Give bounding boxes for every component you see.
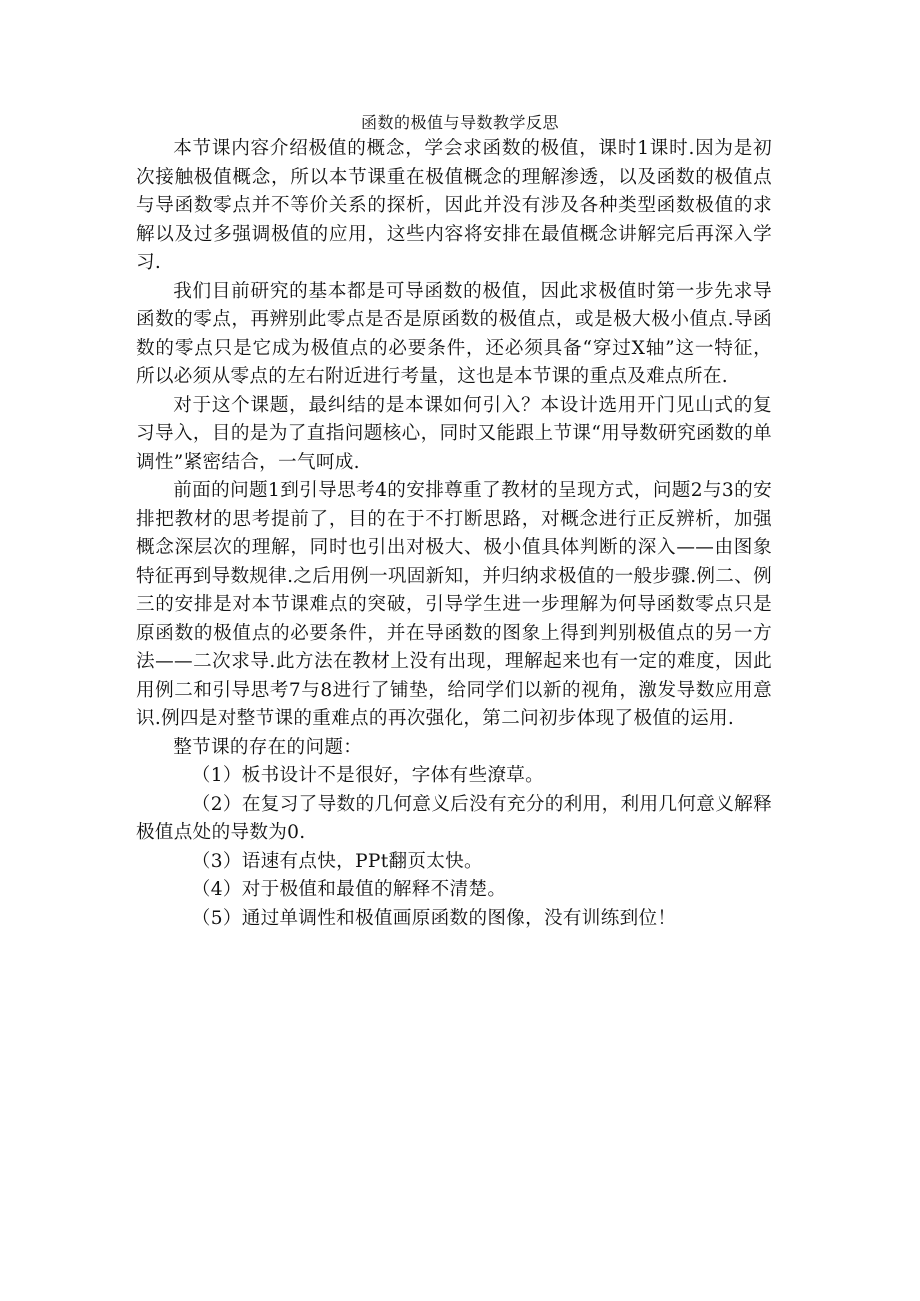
- problem-item-3: （3）语速有点快，PPt翻页太快。: [191, 850, 483, 872]
- problem-item-1: （1）板书设计不是很好，字体有些潦草。: [191, 765, 545, 786]
- document-title: 函数的极值与导数教学反思: [360, 113, 559, 132]
- paragraph-research: 我们目前研究的基本都是可导函数的极值，因此求极值时第一步先求导函数的零点，再辨别此零点是否是原函数的极值点，或是极大极小值点.导函数的零点只是它成为极值点的必要条件，还必须具备“穿过X轴”这一特征，所以必须从零点的左右附近进行考量，这也是本节课的重点及难点所在.: [136, 280, 772, 387]
- paragraph-arrangement: 前面的问题1到引导思考4的安排尊重了教材的呈现方式，问题2与3的安排把教材的思考提前了，目的在于不打断思路，对概念进行正反辨析，加强概念深层次的理解，同时也引出对极大、极小值具体判断的深入——由图象特征再到导数规律.之后用例一巩固新知，并归纳求极值的一般步骤.例二、例三的安排是对本节课难点的突破，引导学生进一步理解为何导函数零点只是原函数的极值点的必要条件，并在导函数的图象上得到判别极值点的另一方法——二次求导.此方法在教材上没有出现，理解起来也有一定的难度，因此用例二和引导思考7与8进行了铺垫，给同学们以新的视角，激发导数应用意识.例四是对整节课的重难点的再次强化，第二问初步体现了极值的运用.: [136, 480, 772, 729]
- paragraph-introduction-method: 对于这个课题，最纠结的是本课如何引入？本设计选用开门见山式的复习导入，目的是为了直指问题核心，同时又能跟上节课“用导数研究函数的单调性”紧密结合，一气呵成.: [136, 394, 772, 473]
- paragraph-problems-heading: 整节课的存在的问题：: [173, 736, 363, 758]
- paragraph-intro: 本节课内容介绍极值的概念，学会求函数的极值，课时1课时.因为是初次接触极值概念，所以本节课重在极值概念的理解渗透，以及函数的极值点与导函数零点并不等价关系的探析，因此并没有涉及各种类型函数极值的求解以及过多强调极值的应用，这些内容将安排在最值概念讲解完后再深入学习.: [136, 138, 772, 273]
- problem-item-5: （5）通过单调性和极值画原函数的图像，没有训练到位！: [191, 907, 677, 929]
- problem-item-2: （2）在复习了导数的几何意义后没有充分的利用，利用几何意义解释极值点处的导数为0.: [136, 793, 772, 843]
- document-body: [136, 135, 772, 933]
- problem-item-4: （4）对于极值和最值的解释不清楚。: [191, 879, 507, 900]
